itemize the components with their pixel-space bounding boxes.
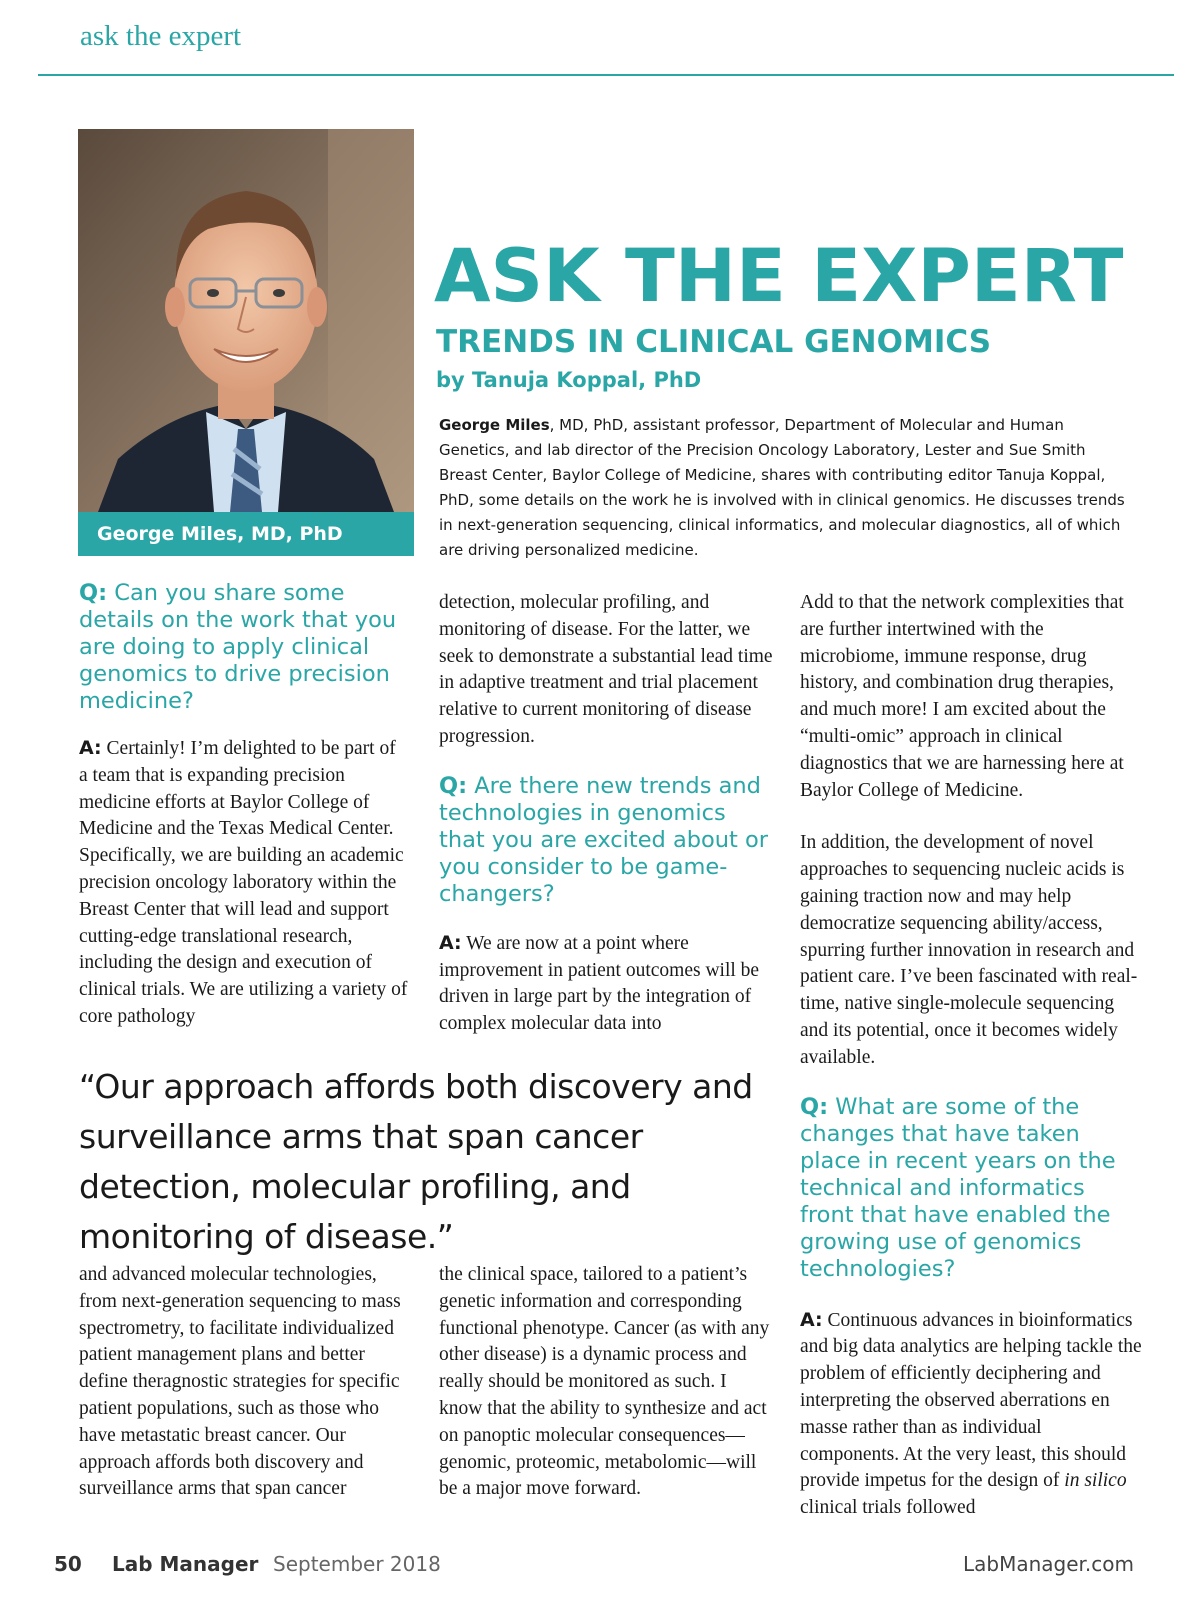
- issue-date: September 2018: [273, 1552, 441, 1576]
- article-byline: by Tanuja Koppal, PhD: [436, 368, 702, 392]
- answer-label: A:: [439, 931, 462, 954]
- answer-2-paragraph-2: In addition, the development of novel approaches to sequencing nucleic acids is gaining traction now and may help democratize sequencing ability/access, spurring further innovation in research and patient care. I’ve been fascinated with real-time, native single-molecule sequencing and its potential, once it becomes widely available.: [800, 832, 1138, 1068]
- portrait-illustration: [78, 129, 414, 512]
- question-1: [79, 580, 409, 715]
- answer-1-continued: detection, molecular profiling, and monitoring of disease. For the latter, we seek to demonstrate a substantial lead time in adaptive treatment and trial placement relative to current monitoring of disease progression.: [439, 592, 773, 747]
- answer-text: We are now at a point where improvement in patient outcomes will be driven in large part by the integration of complex molecular data into: [439, 932, 760, 1035]
- column-2-top: [439, 590, 774, 1038]
- intro-text: , MD, PhD, assistant professor, Department of Molecular and Human Genetics, and lab director of the Precision Oncology Laboratory, Lester and Sue Smith Breast Center, Baylor College of Medicine, shares with contributing editor Tanuja Koppal, PhD, some details on the work he is involved with in clinical genomics. He discusses trends in next-generation sequencing, clinical informatics, and molecular diagnostics, all of which are driving personalized medicine.: [439, 416, 1125, 559]
- article-subhead: TRENDS IN CLINICAL GENOMICS: [436, 324, 992, 360]
- question-text: Can you share some details on the work that you are doing to apply clinical genomics to drive precision medicine?: [79, 580, 397, 714]
- question-text: What are some of the changes that have taken place in recent years on the technical and informatics front that have enabled the growing use of genomics technologies?: [800, 1093, 1116, 1282]
- article-headline: ASK THE EXPERT: [434, 234, 1124, 319]
- page-number: 50: [54, 1552, 82, 1576]
- answer-label: A:: [79, 737, 102, 759]
- question-label: Q:: [439, 772, 468, 799]
- column-2-bottom: [439, 1262, 774, 1503]
- answer-italic: in silico: [1064, 1470, 1127, 1492]
- answer-2-bottom: the clinical space, tailored to a patient’s genetic information and corresponding functional phenotype. Cancer (as with any other disease) is a dynamic process and really should be monitored as such. I know that the ability to synthesize and act on panoptic molecular consequences—genomic, proteomic, metabolomic—will be a major move forward.: [439, 1264, 770, 1500]
- column-1-bottom: [79, 1262, 409, 1503]
- header-rule: [38, 74, 1174, 76]
- answer-2: [439, 930, 774, 1038]
- answer-1: [79, 735, 409, 1031]
- answer-2-continued: Add to that the network complexities that are further intertwined with the microbiome, immune response, drug history, and combination drug therapies, and much more! I am excited about the “multi-omic” approach in clinical diagnostics that we are harnessing here at Baylor College of Medicine.: [800, 592, 1124, 801]
- answer-label: A:: [800, 1308, 823, 1331]
- answer-text: Certainly! I’m delighted to be part of a team that is expanding precision medicine efforts at Baylor College of Medicine and the Texas Medical Center. Specifically, we are building an academic precision oncology laboratory within the Breast Center that will lead and support cutting-edge translational research, including the design and execution of clinical trials. We are utilizing a variety of core pathology: [79, 738, 408, 1027]
- question-text: Are there new trends and technologies in genomics that you are excited about or you consider to be game-changers?: [439, 772, 769, 907]
- column-1-top: [79, 580, 409, 1031]
- section-tag: ask the expert: [80, 20, 242, 52]
- question-3: [800, 1094, 1145, 1283]
- photo-caption: George Miles, MD, PhD: [78, 512, 414, 556]
- answer-1-bottom: and advanced molecular technologies, from next-generation sequencing to mass spectrometry, to facilitate individualized patient management plans and better define theragnostic strategies for specific patient populations, such as those who have metastatic breast cancer. Our approach affords both discovery and surveillance arms that span cancer: [79, 1264, 401, 1500]
- article-intro: [439, 413, 1129, 563]
- answer-3: [800, 1307, 1145, 1522]
- answer-text: Continuous advances in bioinformatics and big data analytics are helping tackle the problem of efficiently deciphering and interpreting the observed aberrations en masse rather than as individual components. At the very least, this should provide impetus for the design of: [800, 1309, 1142, 1492]
- question-label: Q:: [800, 1093, 829, 1120]
- answer-text-end: clinical trials followed: [800, 1497, 976, 1519]
- question-label: Q:: [79, 580, 108, 606]
- pull-quote: “Our approach affords both discovery and surveillance arms that span cancer detection, molecular profiling, and monitoring of disease.”: [79, 1067, 753, 1256]
- website-link[interactable]: LabManager.com: [963, 1552, 1134, 1576]
- intro-name: George Miles: [439, 416, 550, 434]
- portrait-photo: [78, 129, 414, 512]
- column-3: [800, 590, 1145, 1522]
- magazine-name: Lab Manager: [112, 1552, 259, 1576]
- question-2: [439, 773, 774, 908]
